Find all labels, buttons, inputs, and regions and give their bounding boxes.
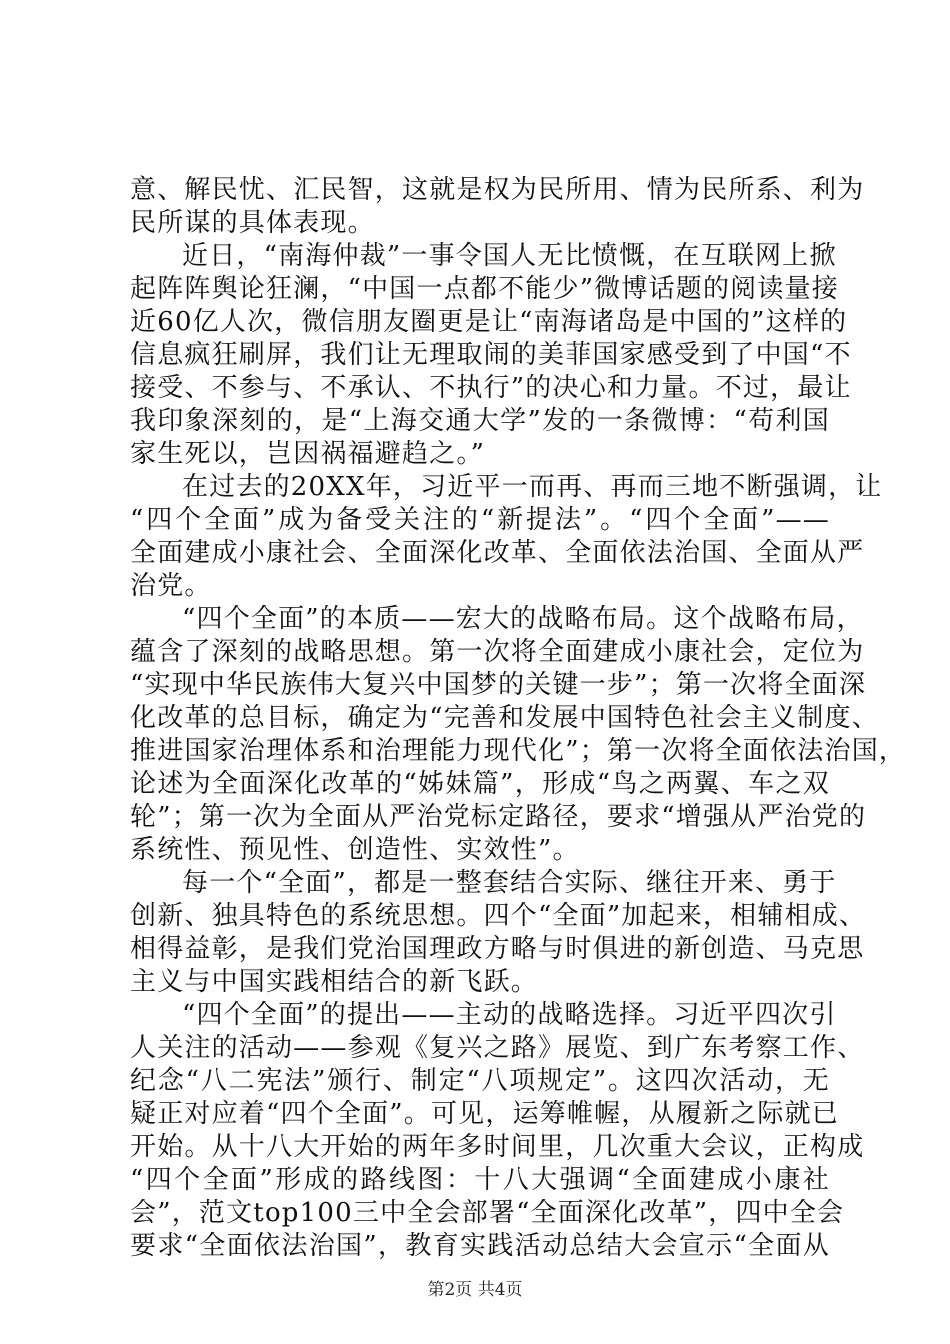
text-line: 相得益彰，是我们党治国理政方略与时俱进的新创造、马克思 <box>130 934 865 964</box>
text-line: 推进国家治理体系和治理能力现代化”；第一次将全面依法治国， <box>130 736 907 766</box>
text-line: 蕴含了深刻的战略思想。第一次将全面建成小康社会，定位为 <box>130 637 865 667</box>
text-line: 民所谋的具体表现。 <box>130 208 375 238</box>
text-line: 近60亿人次，微信朋友圈更是让“南海诸岛是中国的”这样的 <box>130 307 848 337</box>
text-line: 要求“全面依法治国”，教育实践活动总结大会宣示“全面从 <box>130 1231 830 1261</box>
text-line: 家生死以，岂因祸福避趋之。” <box>130 439 486 469</box>
text-line: 化改革的总目标，确定为“完善和发展中国特色社会主义制度、 <box>130 703 879 733</box>
text-line: 轮”；第一次为全面从严治党标定路径，要求“增强从严治党的 <box>130 802 867 832</box>
text-line: “四个全面”形成的路线图：十八大强调“全面建成小康社 <box>130 1165 830 1195</box>
text-line: 主义与中国实践相结合的新飞跃。 <box>130 967 539 997</box>
text-line: “实现中华民族伟大复兴中国梦的关键一步”；第一次将全面深 <box>130 670 867 700</box>
text-line: 我印象深刻的，是“上海交通大学”发的一条微博：“苟利国 <box>130 406 830 436</box>
text-line: 信息疯狂刷屏，我们让无理取闹的美菲国家感受到了中国“不 <box>130 340 852 370</box>
text-line: “四个全面”成为备受关注的“新提法”。“四个全面”—— <box>130 505 830 535</box>
text-line: 系统性、预见性、创造性、实效性”。 <box>130 835 580 865</box>
text-line: 人关注的活动——参观《复兴之路》展览、到广东考察工作、 <box>130 1033 865 1063</box>
text-line: 会”，范文top100三中全会部署“全面深化改革”，四中全会 <box>130 1198 845 1228</box>
text-line: “四个全面”的提出——主动的战略选择。习近平四次引 <box>182 1000 837 1030</box>
text-line: 全面建成小康社会、全面深化改革、全面依法治国、全面从严 <box>130 538 865 568</box>
text-line: 在过去的20XX年，习近平一而再、再而三地不断强调，让 <box>182 472 883 502</box>
text-line: 近日，“南海仲裁”一事令国人无比愤慨，在互联网上掀 <box>182 241 837 271</box>
text-line: 论述为全面深化改革的“姊妹篇”，形成“鸟之两翼、车之双 <box>130 769 830 799</box>
page-footer: 第2页 共4页 <box>427 1280 523 1300</box>
text-line: 接受、不参与、不承认、不执行”的决心和力量。不过，最让 <box>130 373 852 403</box>
text-line: 治党。 <box>130 571 212 601</box>
text-line: 疑正对应着“四个全面”。可见，运筹帷幄，从履新之际就已 <box>130 1099 839 1129</box>
text-line: 开始。从十八大开始的两年多时间里，几次重大会议，正构成 <box>130 1132 865 1162</box>
text-line: 意、解民忧、汇民智，这就是权为民所用、情为民所系、利为 <box>130 175 865 205</box>
text-line: 创新、独具特色的系统思想。四个“全面”加起来，相辅相成、 <box>130 901 867 931</box>
text-line: 纪念“八二宪法”颁行、制定“八项规定”。这四次活动，无 <box>130 1066 830 1096</box>
text-line: 每一个“全面”，都是一整套结合实际、继往开来、勇于 <box>182 868 837 898</box>
text-line: 起阵阵舆论狂澜，“中国一点都不能少”微博话题的阅读量接 <box>130 274 839 304</box>
text-line: “四个全面”的本质——宏大的战略布局。这个战略布局， <box>182 604 864 634</box>
